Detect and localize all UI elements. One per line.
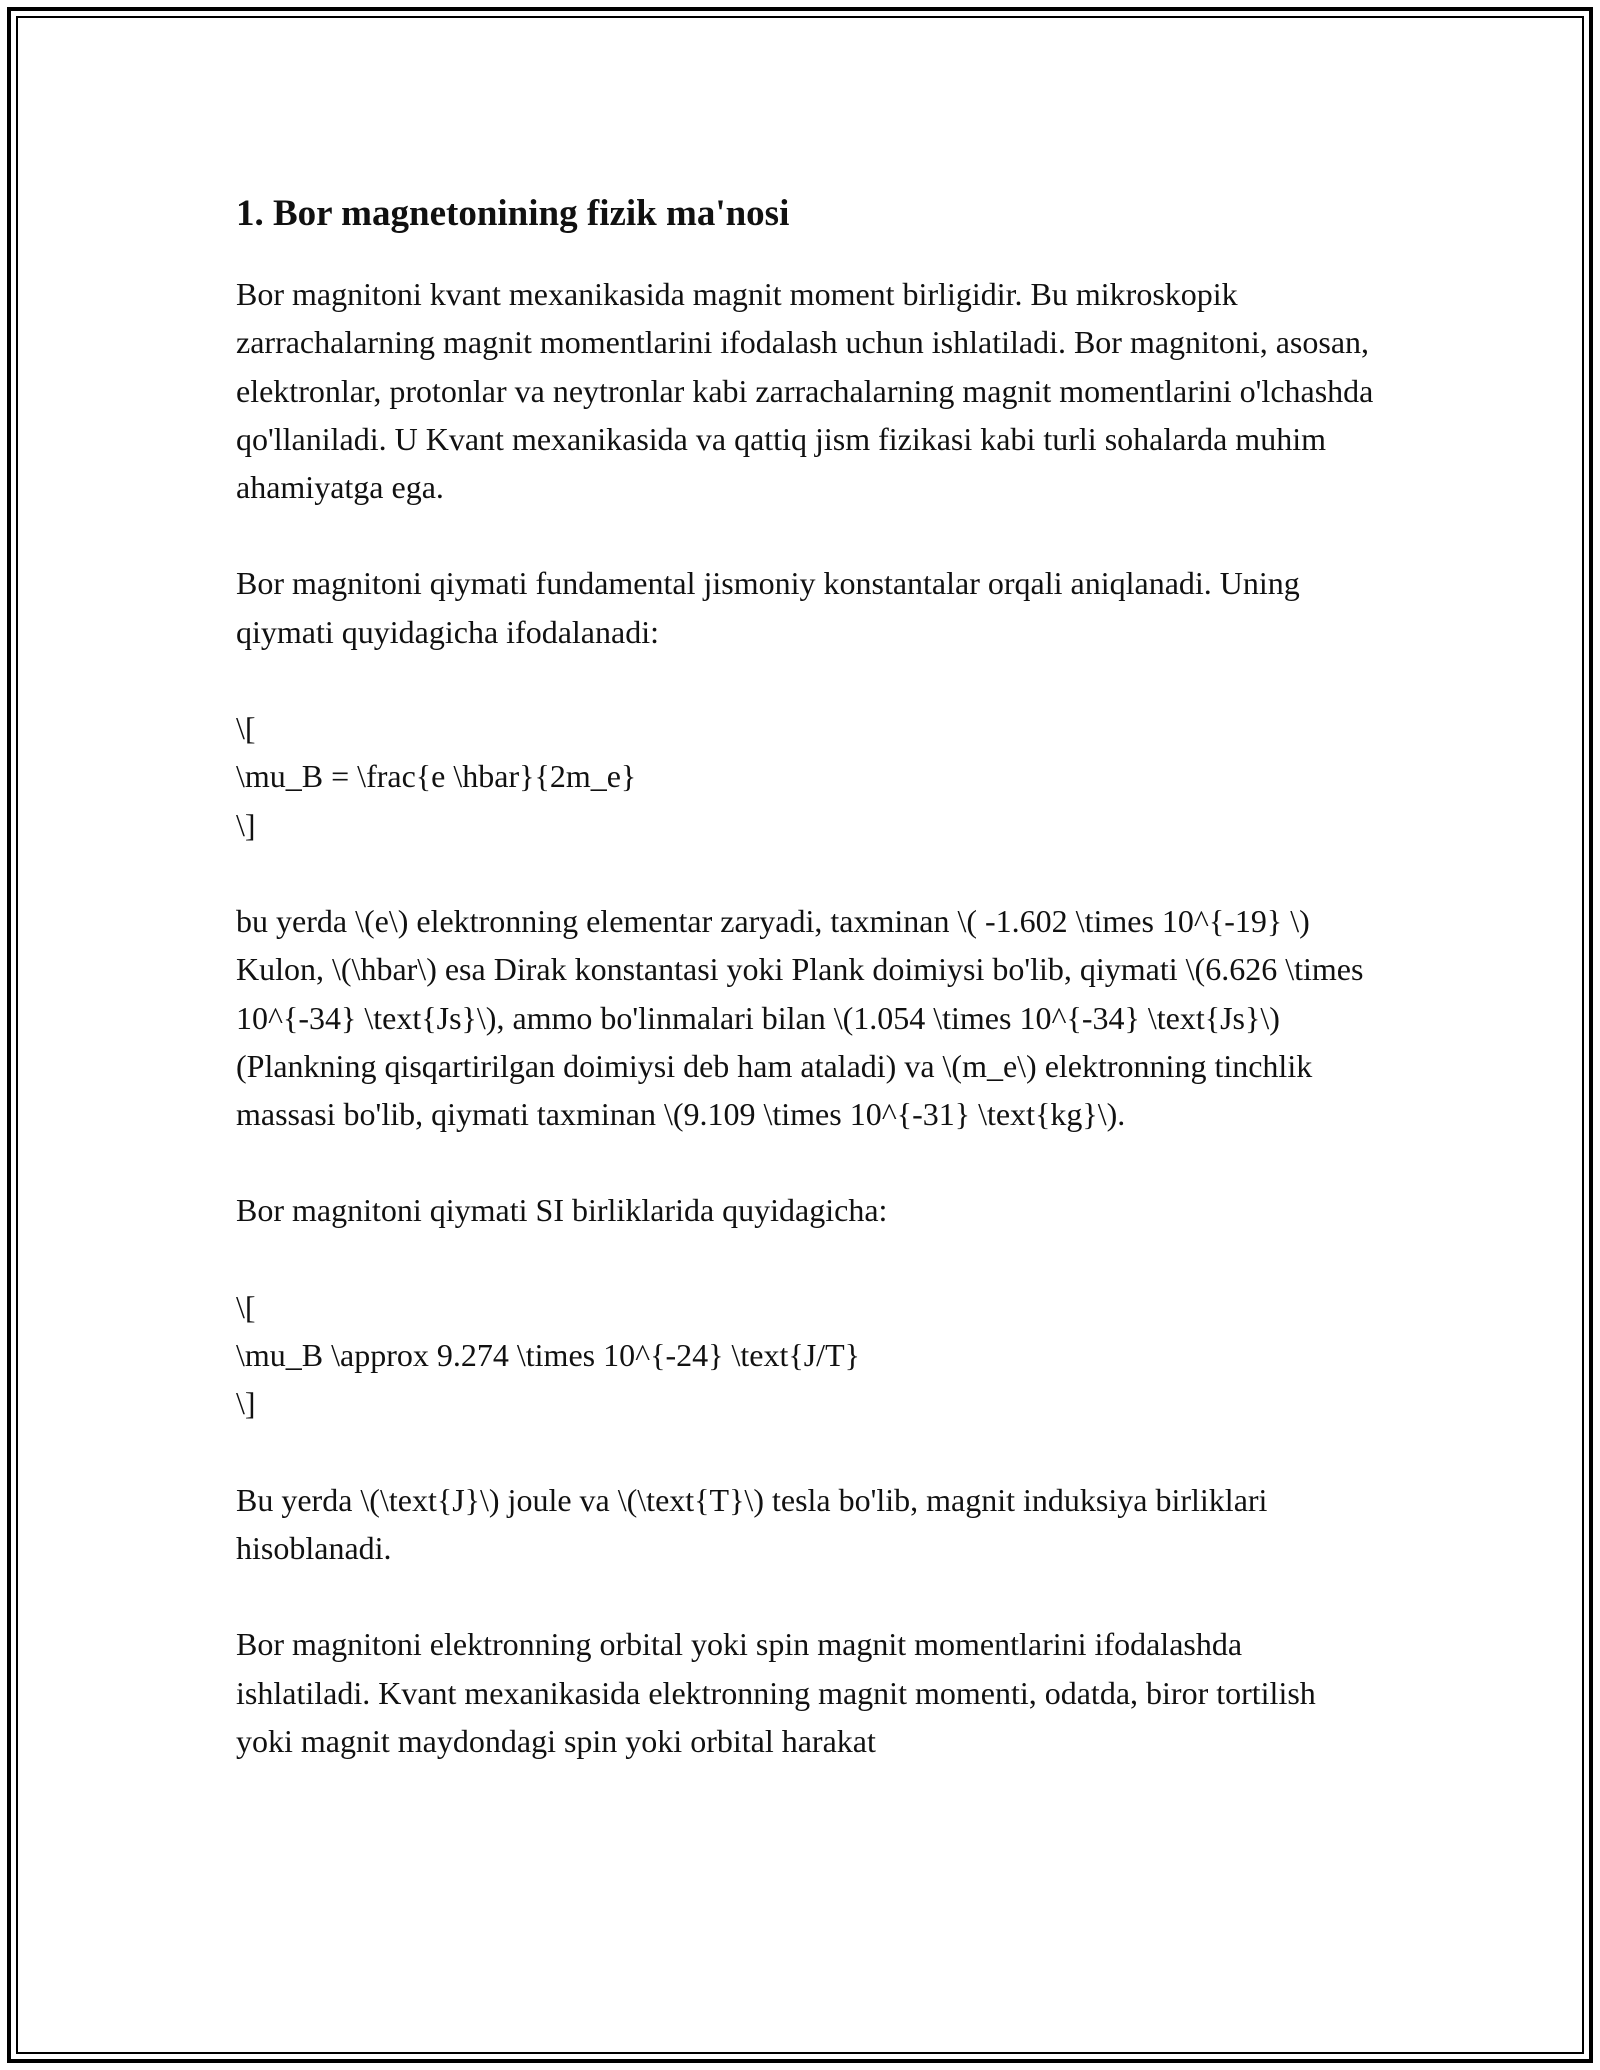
paragraph-si-intro: Bor magnitoni qiymati SI birliklarida quyidagicha: [236, 1192, 888, 1229]
paragraph-intro: Bor magnitoni kvant mexanikasida magnit moment birligidir. Bu mikroskopik zarrachalarning magnit momentlarini ifodalash uchun ishlatiladi. Bor magnitoni, asosan, elektronlar, protonlar va neytronlar kabi zarrachalarning magnit momentlarini o'lchashda qo'llaniladi. U Kvant mexanikasida va qattiq jism fizikasi kabi turli sohalarda muhim ahamiyatga ega. [236, 276, 1374, 506]
formula-si-value: \[ \mu_B \approx 9.274 \times 10^{-24} \text{J/T} \] [236, 1288, 860, 1422]
formula-bohr-magneton: \[ \mu_B = \frac{e \hbar}{2m_e} \] [236, 710, 637, 843]
section-heading: 1. Bor magnetonining fizik ma'nosi [236, 193, 790, 234]
paragraph-units: Bu yerda \(\text{J}\) joule va \(\text{T}\) tesla bo'lib, magnit induksiya birliklari hisoblanadi. [236, 1481, 1268, 1566]
paragraph-constants: bu yerda \(e\) elektronning elementar zaryadi, taxminan \( -1.602 \times 10^{-19} \) Kulon, \(\hbar\) esa Dirak konstantasi yoki Plank doimiysi bo'lib, qiymati \(6.626 \times 10^{-34} \text{Js}\), ammo bo'linmalari bilan \(1.054 \times 10^{-34} \text{Js}\) (Plankning qisqartirilgan doimiysi deb ham ataladi) va \(m_e\) elektronning tinchlik massasi bo'lib, qiymati taxminan \(9.109 \times 10^{-31} \text{kg}\). [236, 902, 1364, 1133]
paragraph-value-intro: Bor magnitoni qiymati fundamental jismoniy konstantalar orqali aniqlanadi. Uning qiymati quyidagicha ifodalanadi: [236, 565, 1300, 650]
paragraph-usage: Bor magnitoni elektronning orbital yoki spin magnit momentlarini ifodalashda ishlatiladi. Kvant mexanikasida elektronning magnit momenti, odatda, biror tortilish yoki magnit maydondagi spin yoki orbital harakat [236, 1626, 1316, 1759]
document-body [236, 188, 1376, 1813]
